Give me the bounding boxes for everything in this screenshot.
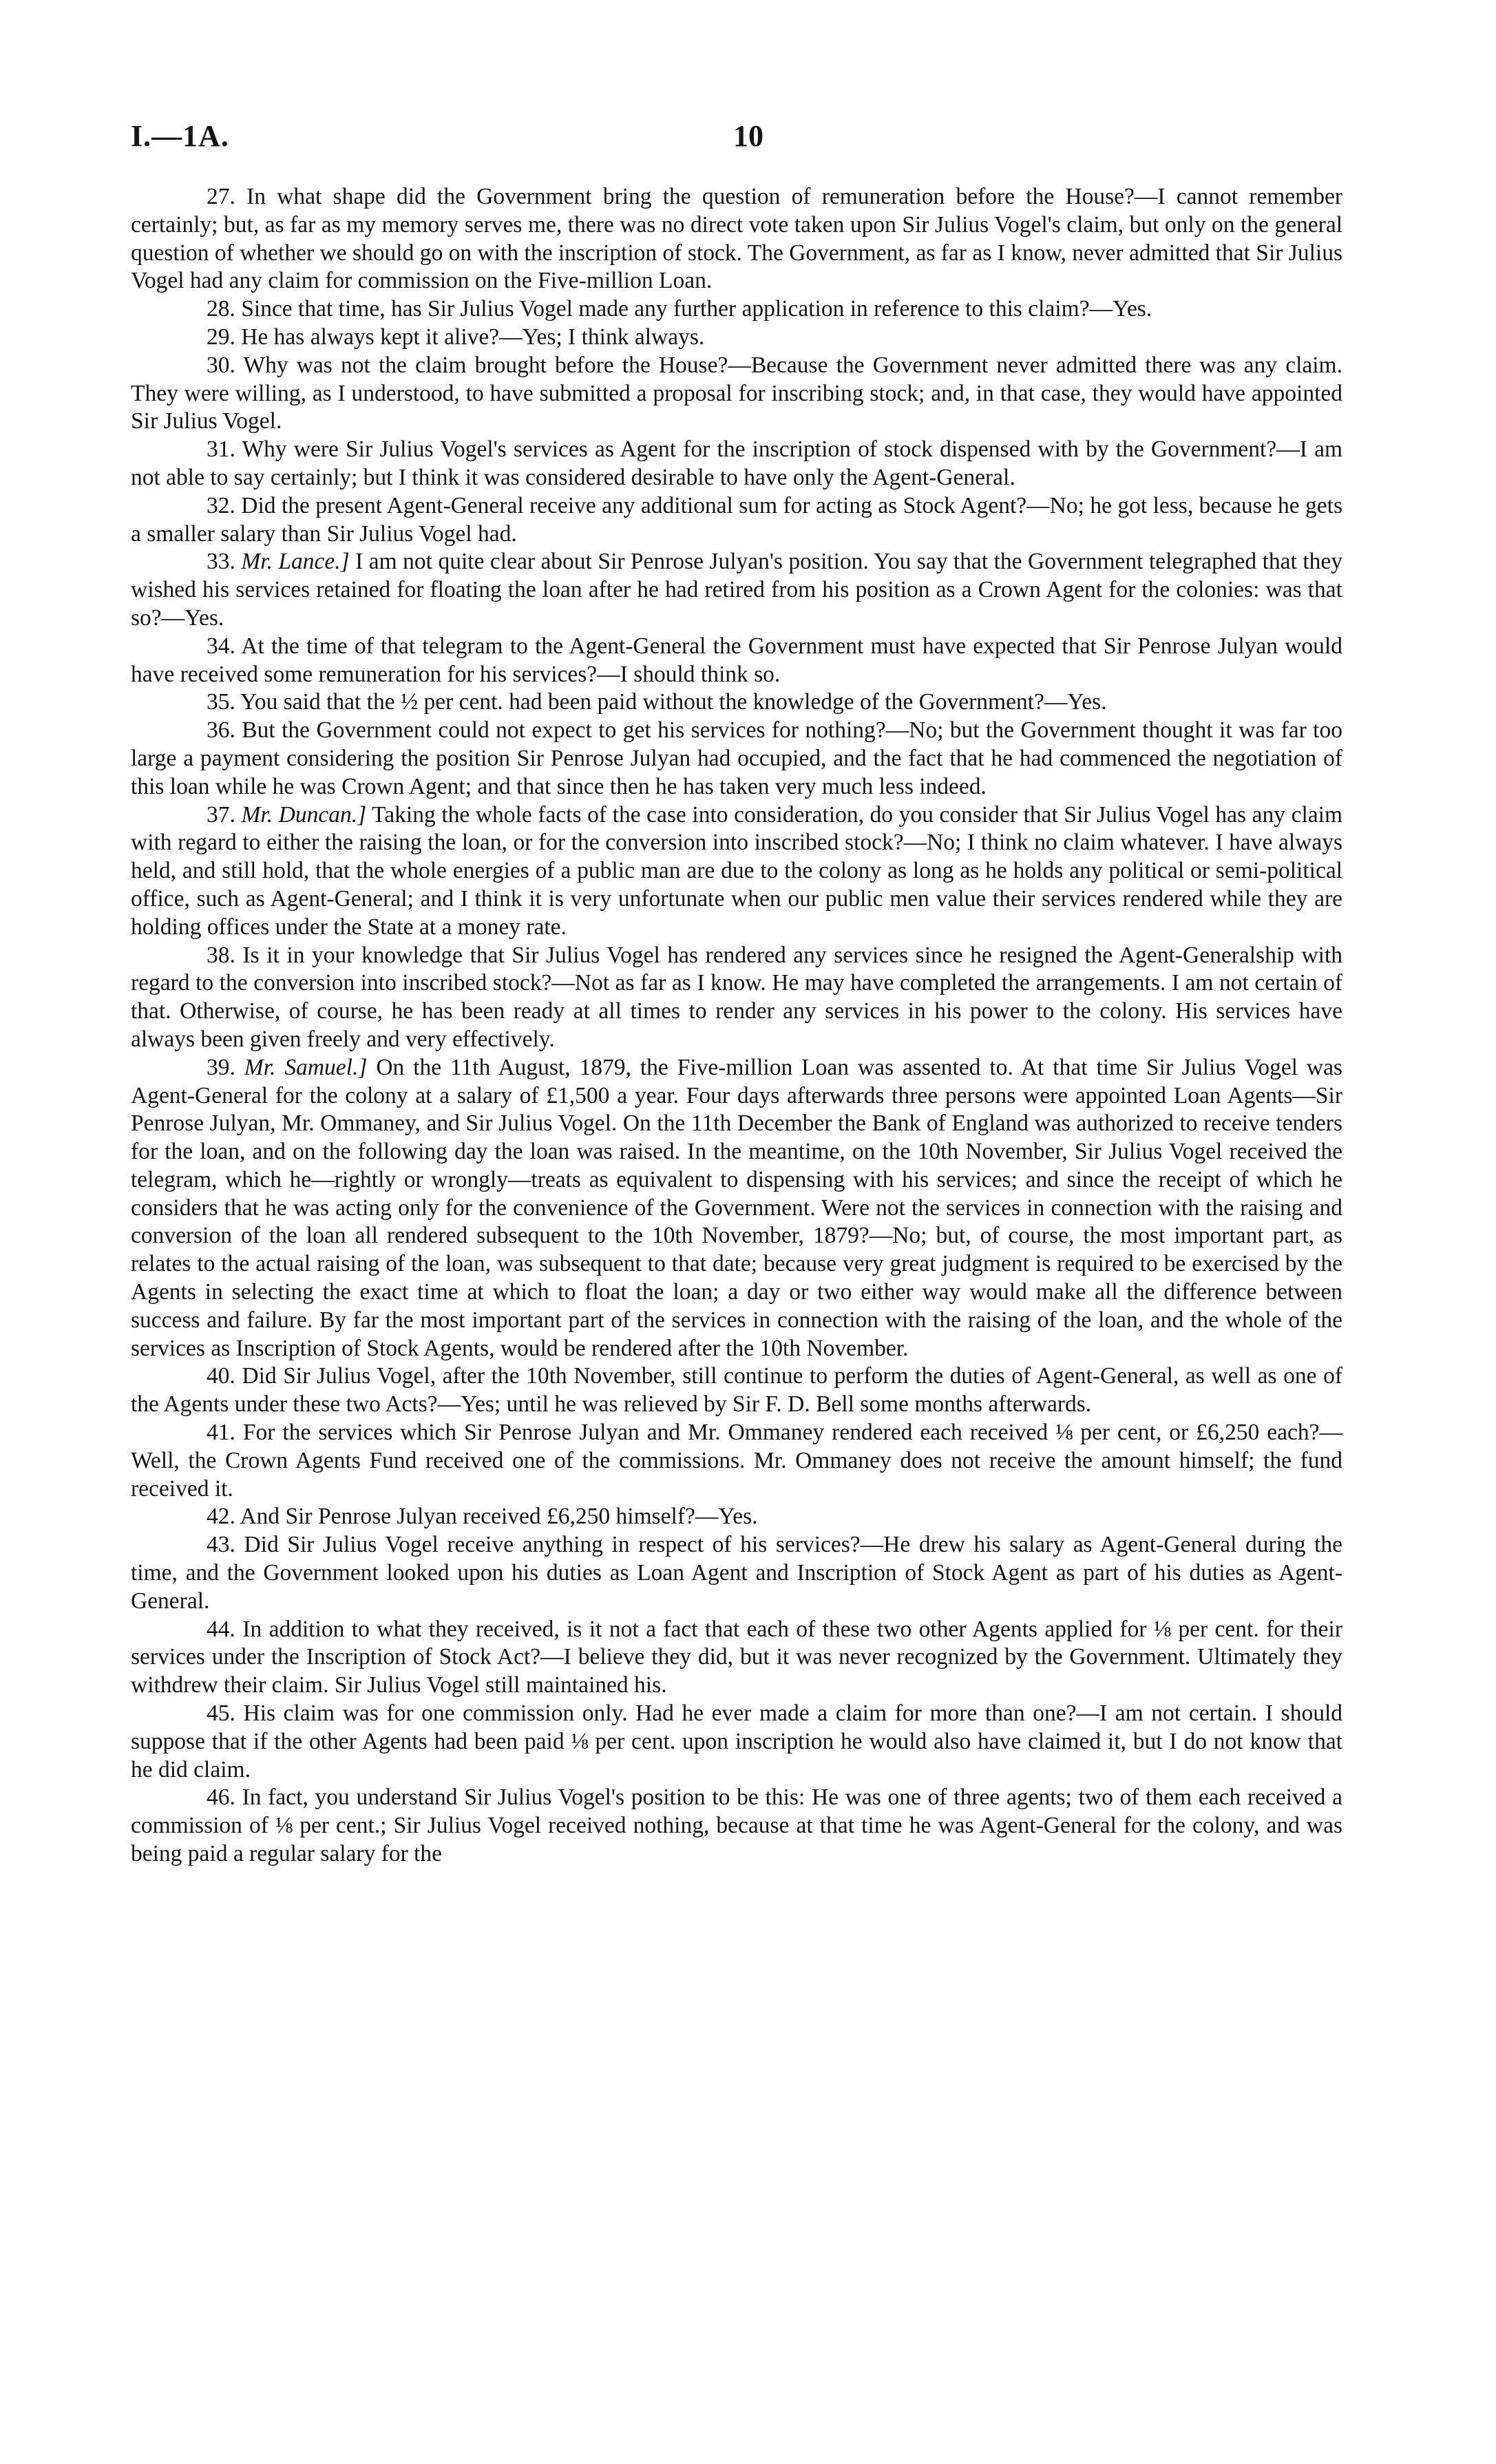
- paper-reference: I.—1A.: [131, 119, 229, 153]
- question-answer-text: Since that time, has Sir Julius Vogel made any further application in reference to this claim?—Yes.: [241, 296, 1152, 322]
- question-paragraph: [131, 548, 1342, 632]
- question-answer-text: I am not quite clear about Sir Penrose Julyan's position. You say that the Government telegraphed that they wished his services retained for floating the loan after he had retired from his position as a Crown Agent for the colonies: was that so?—Yes.: [131, 549, 1343, 631]
- question-paragraph: [131, 1616, 1342, 1700]
- question-number: 39.: [207, 1054, 235, 1080]
- question-number: 42.: [207, 1504, 235, 1530]
- question-number: 36.: [207, 717, 235, 744]
- question-paragraph: [131, 633, 1342, 689]
- question-answer-text: Did Sir Julius Vogel receive anything in respect of his services?—He drew his salary as Agent-General during the time, and the Government looked upon his duties as Loan Agent and Inscription of Stock Agent as part of his duties as Agent-General.: [131, 1532, 1343, 1614]
- question-paragraph: [131, 295, 1342, 324]
- question-paragraph: [131, 801, 1342, 942]
- question-answer-text: In what shape did the Government bring the question of remuneration before the House?—I cannot remember certainly; but, as far as my memory serves me, there was no direct vote taken upon Sir Julius Vogel's claim, but only on the general question of whether we should go on with the inscription of stock. The Government, as far as I know, never admitted that Sir Julius Vogel had any claim for commission on the Five-million Loan.: [131, 184, 1343, 294]
- question-answer-text: Did the present Agent-General receive any additional sum for acting as Stock Agent?—No; he got less, because he gets a smaller salary than Sir Julius Vogel had.: [131, 492, 1343, 547]
- question-number: 27.: [207, 184, 235, 209]
- question-number: 38.: [207, 942, 235, 968]
- question-number: 46.: [207, 1784, 235, 1811]
- question-number: 28.: [207, 296, 235, 322]
- question-answer-text: In addition to what they received, is it not a fact that each of these two other Agents applied for ⅛ per cent. for their services under the Inscription of Stock Act?—I believe they did, but it was never recognized by the Government. Ultimately they withdrew their claim. Sir Julius Vogel still maintained his.: [131, 1616, 1343, 1698]
- question-number: 41.: [207, 1420, 235, 1446]
- question-number: 44.: [207, 1616, 235, 1642]
- question-answer-text: Did Sir Julius Vogel, after the 10th November, still continue to perform the duties of Agent-General, as well as one of the Agents under these two Acts?—Yes; until he was relieved by Sir F. D. Bell some months afterwards.: [131, 1363, 1343, 1418]
- speaker-name: Mr. Duncan.]: [241, 801, 367, 828]
- question-paragraph: [131, 1419, 1342, 1503]
- question-number: 43.: [207, 1532, 235, 1558]
- question-paragraph: [131, 492, 1342, 549]
- question-paragraph: [131, 1531, 1342, 1615]
- question-number: 29.: [207, 324, 235, 350]
- question-paragraph: [131, 1784, 1342, 1868]
- question-paragraph: [131, 688, 1342, 717]
- speaker-name: Mr. Lance.]: [241, 549, 350, 575]
- question-number: 35.: [207, 689, 235, 715]
- question-paragraph: [131, 183, 1342, 295]
- question-number: 37.: [207, 801, 235, 828]
- question-paragraph: [131, 1362, 1342, 1419]
- question-answer-text: Why were Sir Julius Vogel's services as Agent for the inscription of stock dispensed with by the Government?—I am not able to say certainly; but I think it was considered desirable to have only the Agent-General.: [131, 436, 1342, 490]
- question-answer-text: Is it in your knowledge that Sir Julius Vogel has rendered any services since he resigned the Agent-Generalship with regard to the conversion into inscribed stock?—Not as far as I know. He may have completed the arrangements. I am not certain of that. Otherwise, of course, he has been ready at all times to render any services in his power to the colony. His services have always been given freely and very effectively.: [131, 942, 1343, 1052]
- question-number: 30.: [207, 352, 235, 378]
- question-number: 34.: [207, 633, 235, 659]
- question-answer-text: For the services which Sir Penrose Julyan and Mr. Ommaney rendered each received ⅛ per cent, or £6,250 each?—Well, the Crown Agents Fund received one of the commissions. Mr. Ommaney does not receive the amount himself; the fund received it.: [131, 1420, 1342, 1502]
- question-answer-text: Taking the whole facts of the case into consideration, do you consider that Sir Julius Vogel has any claim with regard to either the raising the loan, or for the conversion into inscribed stock?—No; I think no claim whatever. I have always held, and still hold, that the whole energies of a public man are due to the colony as long as he holds any political or semi-political office, such as Agent-General; and I think it is very unfortunate when our public men value their services rendered while they are holding offices under the State at a money rate.: [131, 801, 1343, 940]
- speaker-name: Mr. Samuel.]: [244, 1054, 368, 1080]
- question-paragraph: [131, 436, 1342, 492]
- question-number: 31.: [207, 436, 235, 463]
- document-body: [131, 183, 1342, 1868]
- question-answer-text: And Sir Penrose Julyan received £6,250 himself?—Yes.: [240, 1504, 758, 1530]
- question-number: 33.: [207, 549, 235, 575]
- page-number: 10: [733, 119, 763, 153]
- question-paragraph: [131, 942, 1342, 1054]
- question-paragraph: [131, 1054, 1342, 1363]
- question-paragraph: [131, 1700, 1342, 1784]
- question-answer-text: But the Government could not expect to get his services for nothing?—No; but the Government thought it was far too large a payment considering the position Sir Penrose Julyan had occupied, and the fact that he had commenced the negotiation of this loan while he was Crown Agent; and that since then he has taken very much less indeed.: [131, 717, 1342, 799]
- question-paragraph: [131, 717, 1342, 801]
- question-answer-text: Why was not the claim brought before the House?—Because the Government never admitted there was any claim. They were willing, as I understood, to have submitted a proposal for inscribing stock; and, in that case, they would have appointed Sir Julius Vogel.: [131, 352, 1342, 434]
- question-answer-text: You said that the ½ per cent. had been paid without the knowledge of the Government?—Yes.: [240, 689, 1107, 715]
- question-number: 32.: [207, 492, 235, 518]
- question-number: 40.: [207, 1363, 235, 1389]
- question-paragraph: [131, 324, 1342, 352]
- question-answer-text: He has always kept it alive?—Yes; I think always.: [241, 324, 705, 350]
- question-answer-text: In fact, you understand Sir Julius Vogel's position to be this: He was one of three agents; two of them each received a commission of ⅛ per cent.; Sir Julius Vogel received nothing, because at that time he was Agent-General for the colony, and was being paid a regular salary for the: [131, 1784, 1342, 1867]
- question-answer-text: At the time of that telegram to the Agent-General the Government must have expected that Sir Penrose Julyan would have received some remuneration for his services?—I should think so.: [131, 633, 1342, 687]
- question-answer-text: On the 11th August, 1879, the Five-million Loan was assented to. At that time Sir Julius Vogel was Agent-General for the colony at a salary of £1,500 a year. Four days afterwards three persons were appointed Loan Agents—Sir Penrose Julyan, Mr. Ommaney, and Sir Julius Vogel. On the 11th December the Bank of England was authorized to receive tenders for the loan, and on the following day the loan was raised. In the meantime, on the 10th November, Sir Julius Vogel received the telegram, which he—rightly or wrongly—treats as equivalent to dispensing with his services; and since the receipt of which he considers that he was acting only for the convenience of the Government. Were not the services in connection with the raising and conversion of the loan all rendered subsequent to the 10th November, 1879?—No; but, of course, the most important part, as relates to the actual raising of the loan, was subsequent to that date; because very great judgment is required to be exercised by the Agents in selecting the exact time at which to float the loan; a day or two either way would make all the difference between success and failure. By far the most important part of the services in connection with the raising of the loan, and the whole of the services as Inscription of Stock Agents, would be rendered after the 10th November.: [131, 1054, 1343, 1361]
- question-number: 45.: [207, 1700, 235, 1727]
- question-answer-text: His claim was for one commission only. Had he ever made a claim for more than one?—I am not certain. I should suppose that if the other Agents had been paid ⅛ per cent. upon inscription he would also have claimed it, but I do not know that he did claim.: [131, 1700, 1342, 1782]
- page-header: [131, 118, 1342, 167]
- question-paragraph: [131, 1503, 1342, 1531]
- question-paragraph: [131, 352, 1342, 436]
